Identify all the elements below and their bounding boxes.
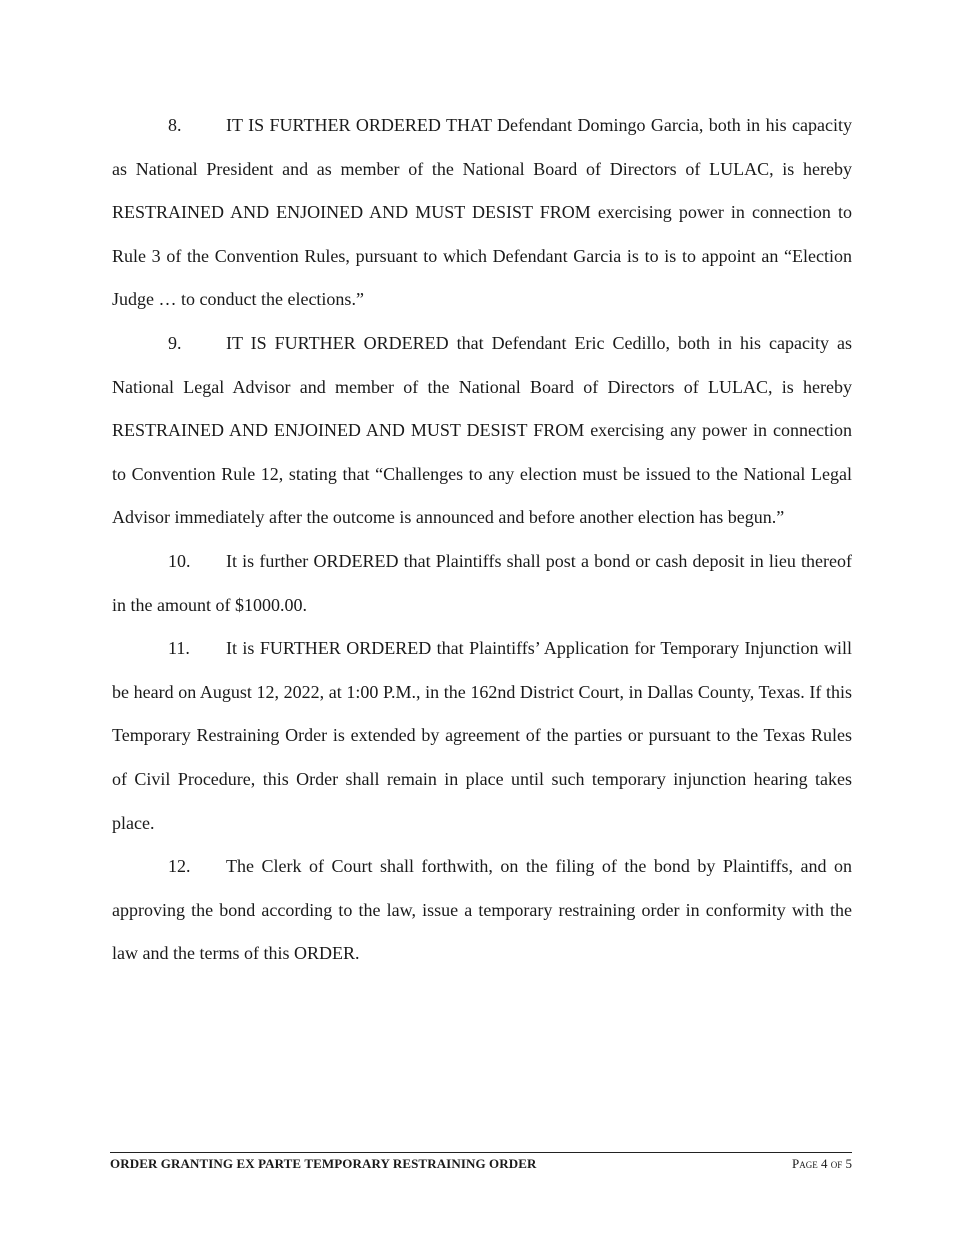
- paragraph-11: [112, 627, 852, 845]
- paragraph-text: It is further ORDERED that Plaintiffs shall post a bond or cash deposit in lieu thereof in the amount of $1000.00.: [112, 550, 852, 615]
- paragraph-10: [112, 540, 852, 627]
- footer-document-title: ORDER GRANTING EX PARTE TEMPORARY RESTRAINING ORDER: [110, 1156, 537, 1171]
- paragraph-text: IT IS FURTHER ORDERED that Defendant Eric Cedillo, both in his capacity as National Legal Advisor and member of the National Board of Directors of LULAC, is hereby RESTRAINED AND ENJOINED AND MUST DESIST FROM exercising any power in connection to Convention Rule 12, stating that “Challenges to any election must be issued to the National Legal Advisor immediately after the outcome is announced and before another election has begun.”: [112, 332, 852, 528]
- paragraph-text: The Clerk of Court shall forthwith, on the filing of the bond by Plaintiffs, and on approving the bond according to the law, issue a temporary restraining order in conformity with the law and the terms of this ORDER.: [112, 856, 852, 964]
- page-footer: [110, 1152, 852, 1172]
- paragraph-number: 11.: [168, 638, 190, 659]
- paragraph-number: 10.: [168, 550, 191, 571]
- order-body: [112, 104, 852, 976]
- paragraph-9: [112, 322, 852, 540]
- paragraph-12: [112, 845, 852, 976]
- footer-page-number: Page 4 of 5: [792, 1156, 852, 1171]
- paragraph-text: It is FURTHER ORDERED that Plaintiffs’ Application for Temporary Injunction will be heard on August 12, 2022, at 1:00 P.M., in the 162nd District Court, in Dallas County, Texas. If this Temporary Restraining Order is extended by agreement of the parties or pursuant to the Texas Rules of Civil Procedure, this Order shall remain in place until such temporary injunction hearing takes place.: [112, 638, 852, 833]
- paragraph-number: 12.: [168, 856, 191, 877]
- paragraph-number: 8.: [168, 115, 182, 135]
- paragraph-8: [112, 104, 852, 322]
- paragraph-text: IT IS FURTHER ORDERED THAT Defendant Domingo Garcia, both in his capacity as National President and as member of the National Board of Directors of LULAC, is hereby RESTRAINED AND ENJOINED AND MUST DESIST FROM exercising power in connection to Rule 3 of the Convention Rules, pursuant to which Defendant Garcia is to is to appoint an “Election Judge … to conduct the elections.”: [112, 115, 852, 310]
- paragraph-number: 9.: [168, 332, 182, 353]
